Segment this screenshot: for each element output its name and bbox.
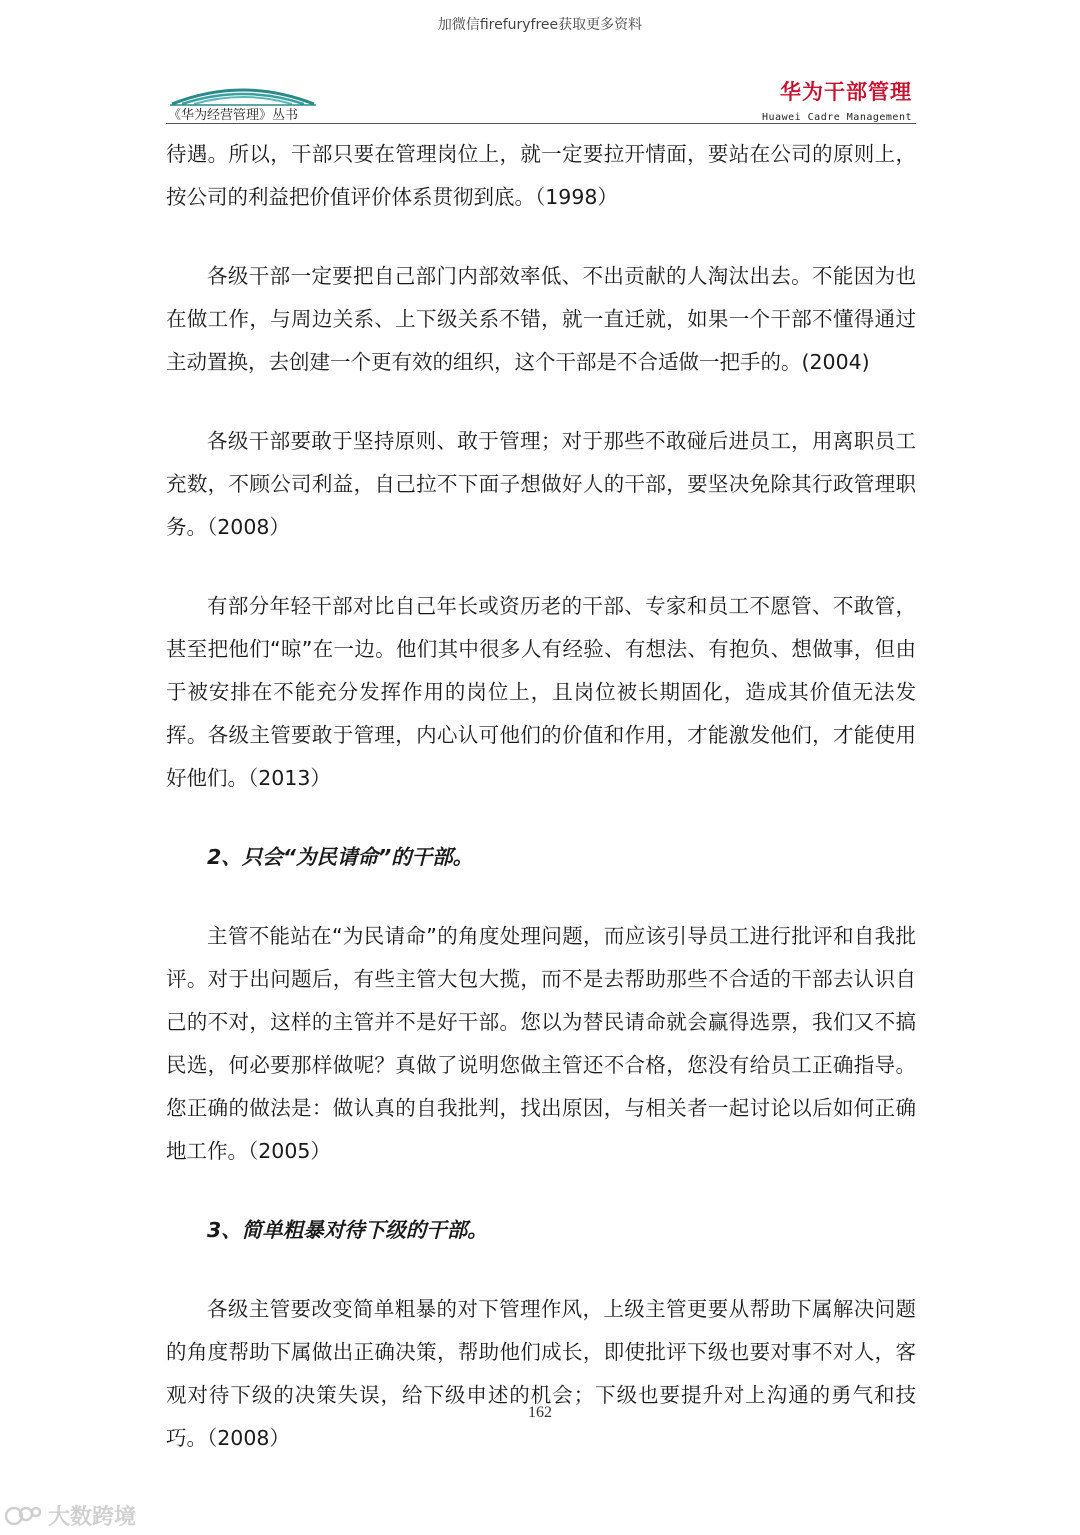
paragraph-continued: 待遇。所以，干部只要在管理岗位上，就一定要拉开情面，要站在公司的原则上，按公司的利益把价值评价体系贯彻到底。（1998） [166, 142, 916, 209]
paragraph: 各级干部一定要把自己部门内部效率低、不出贡献的人淘汰出去。不能因为也在做工作，与周边关系、上下级关系不错，就一直迁就，如果一个干部不懂得通过主动置换，去创建一个更有效的组织，这个干部是不合适做一把手的。(2004) [166, 264, 916, 374]
section-heading: 2、只会“为民请命”的干部。 [207, 845, 474, 869]
brand-title: 华为干部管理 [780, 80, 912, 104]
page-body [166, 133, 916, 1496]
paragraph: 有部分年轻干部对比自己年长或资历老的干部、专家和员工不愿管、不敢管，甚至把他们“晾”在一边。他们其中很多人有经验、有想法、有抱负、想做事，但由于被安排在不能充分发挥作用的岗位上，且岗位被长期固化，造成其价值无法发挥。各级主管要敢于管理，内心认可他们的价值和作用，才能激发他们，才能使用好他们。（2013） [166, 594, 916, 790]
paragraph: 主管不能站在“为民请命”的角度处理问题，而应该引导员工进行批评和自我批评。对于出问题后，有些主管大包大揽，而不是去帮助那些不合适的干部去认识自己的不对，这样的主管并不是好干部。您以为替民请命就会赢得选票，我们又不搞民选，何必要那样做呢？真做了说明您做主管还不合格，您没有给员工正确指导。您正确的做法是：做认真的自我批判，找出原因，与相关者一起讨论以后如何正确地工作。（2005） [166, 924, 916, 1163]
header-divider [166, 123, 916, 124]
dashu-logo-icon [4, 1502, 44, 1530]
footer-watermark [4, 1500, 136, 1531]
series-title: 《华为经营管理》丛书 [168, 108, 299, 123]
top-watermark: 加微信firefuryfree获取更多资料 [437, 17, 643, 33]
section-heading: 3、简单粗暴对待下级的干部。 [207, 1218, 488, 1242]
footer-watermark-text: 大数跨境 [48, 1505, 137, 1530]
brand-subtitle: Huawei Cadre Management [762, 112, 912, 123]
page-number: 162 [528, 1404, 552, 1421]
brand-block [762, 76, 912, 123]
paragraph: 各级主管要改变简单粗暴的对下管理作风，上级主管更要从帮助下属解决问题的角度帮助下属做出正确决策，帮助他们成长，即使批评下级也要对事不对人，客观对待下级的决策失误，给下级申述的机会；下级也要提升对上沟通的勇气和技巧。（2008） [166, 1297, 916, 1450]
paragraph: 各级干部要敢于坚持原则、敢于管理；对于那些不敢碰后进员工，用离职员工充数，不顾公司利益，自己拉不下面子想做好人的干部，要坚决免除其行政管理职务。（2008） [166, 429, 916, 539]
